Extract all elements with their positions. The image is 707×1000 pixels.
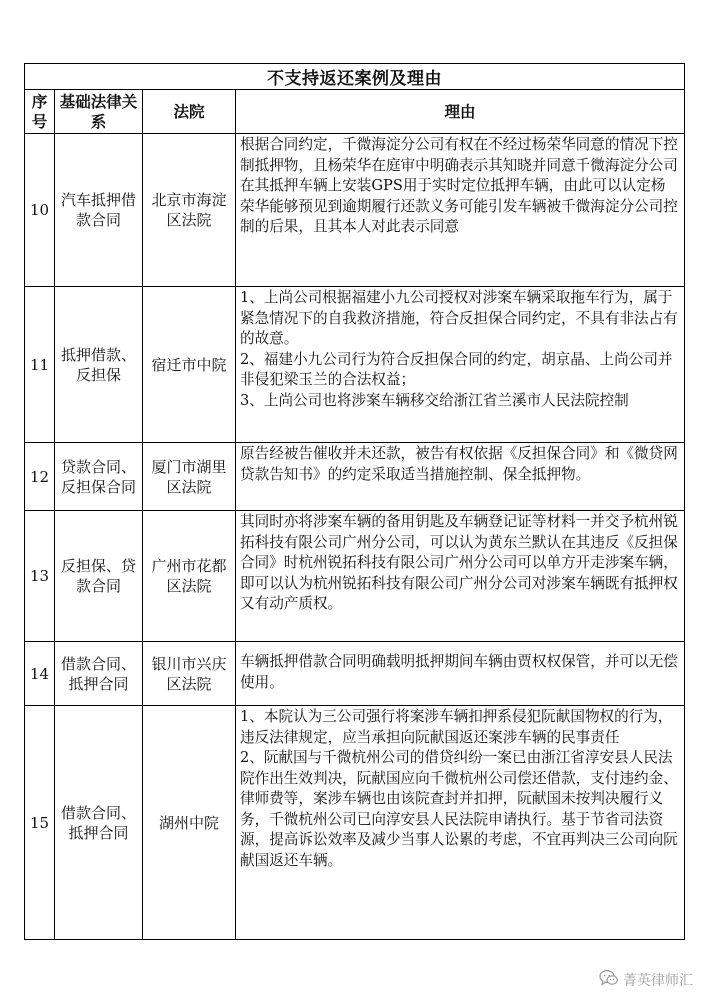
row-relation: 借款合同、抵押合同 bbox=[55, 706, 143, 940]
row-number: 13 bbox=[25, 511, 55, 642]
header-relation: 基础法律关系 bbox=[55, 90, 143, 134]
header-court: 法院 bbox=[143, 90, 236, 134]
table-row bbox=[25, 706, 685, 940]
row-reason bbox=[236, 443, 685, 511]
row-number: 12 bbox=[25, 443, 55, 511]
row-relation: 借款合同、抵押合同 bbox=[55, 642, 143, 706]
reason-paragraph: 车辆抵押借款合同明确载明抵押期间车辆由贾权权保管，并可以无偿使用。 bbox=[240, 653, 678, 691]
row-reason bbox=[236, 511, 685, 642]
table-title: 不支持返还案例及理由 bbox=[25, 64, 685, 90]
watermark-text: 菁英律师汇 bbox=[623, 973, 693, 989]
row-relation: 贷款合同、反担保合同 bbox=[55, 443, 143, 511]
row-court: 湖州中院 bbox=[143, 706, 236, 940]
table-title-row bbox=[25, 64, 685, 90]
row-number: 15 bbox=[25, 706, 55, 940]
row-number: 11 bbox=[25, 287, 55, 443]
reason-paragraph: 原告经被告催收并未还款，被告有权依据《反担保合同》和《微贷网贷款告知书》的约定采取适当措施控制、保全抵押物。 bbox=[240, 445, 678, 483]
row-number: 10 bbox=[25, 134, 55, 287]
reason-paragraph: 其同时亦将涉案车辆的备用钥匙及车辆登记证等材料一并交予杭州锐拓科技有限公司广州分公司，可以认为黄东兰默认在其违反《反担保合同》时杭州锐拓科技有限公司广州分公司可以单方开走涉案车辆，即可以认为杭州锐拓科技有限公司广州分公司对涉案车辆既有抵押权又有动产质权。 bbox=[240, 513, 678, 612]
reason-paragraph: 2、阮献国与千微杭州公司的借贷纠纷一案已由浙江省淳安县人民法院作出生效判决，阮献国应向千微杭州公司偿还借款，支付违约金、律师费等，案涉车辆也由该院查封并扣押，阮献国未按判决履行义务，千微杭州公司已向淳安县人民法院申请执行。基于节省司法资源，提高诉讼效率及减少当事人讼累的考虑，不宜再判决三公司向阮献国返还车辆。 bbox=[240, 749, 678, 869]
header-number: 序号 bbox=[25, 90, 55, 134]
row-court: 广州市花都区法院 bbox=[143, 511, 236, 642]
row-court: 银川市兴庆区法院 bbox=[143, 642, 236, 706]
table-row bbox=[25, 287, 685, 443]
wechat-icon bbox=[599, 969, 623, 991]
table-row bbox=[25, 134, 685, 287]
watermark bbox=[599, 968, 693, 992]
reason-paragraph: 1、上尚公司根据福建小九公司授权对涉案车辆采取拖车行为，属于紧急情况下的自我救济措施，符合反担保合同约定，不具有非法占有的故意。 bbox=[240, 289, 678, 347]
cases-table bbox=[24, 63, 685, 940]
row-number: 14 bbox=[25, 642, 55, 706]
row-reason bbox=[236, 134, 685, 287]
row-relation: 抵押借款、反担保 bbox=[55, 287, 143, 443]
row-reason bbox=[236, 706, 685, 940]
table-row bbox=[25, 511, 685, 642]
reason-paragraph: 2、福建小九公司行为符合反担保合同的约定，胡京晶、上尚公司并非侵犯梁玉兰的合法权益； bbox=[240, 350, 673, 388]
reason-paragraph: 根据合同约定，千微海淀分公司有权在不经过杨荣华同意的情况下控制抵押物，且杨荣华在庭审中明确表示其知晓并同意千微海淀分公司在其抵押车辆上安装GPS用于实时定位抵押车辆，由此可以认定杨荣华能够预见到逾期履行还款义务可能引发车辆被千微海淀分公司控制的后果，且其本人对此表示同意 bbox=[240, 136, 678, 235]
table-row bbox=[25, 443, 685, 511]
row-relation: 反担保、贷款合同 bbox=[55, 511, 143, 642]
table-row bbox=[25, 642, 685, 706]
row-court: 北京市海淀区法院 bbox=[143, 134, 236, 287]
table-header-row bbox=[25, 90, 685, 134]
row-court: 厦门市湖里区法院 bbox=[143, 443, 236, 511]
reason-paragraph: 1、本院认为三公司强行将案涉车辆扣押系侵犯阮献国物权的行为，违反法律规定，应当承担向阮献国返还案涉车辆的民事责任 bbox=[240, 708, 673, 746]
row-reason bbox=[236, 642, 685, 706]
row-court: 宿迁市中院 bbox=[143, 287, 236, 443]
header-reason: 理由 bbox=[236, 90, 685, 134]
reason-paragraph: 3、上尚公司也将涉案车辆移交给浙江省兰溪市人民法院控制 bbox=[240, 391, 629, 409]
row-relation: 汽车抵押借款合同 bbox=[55, 134, 143, 287]
row-reason bbox=[236, 287, 685, 443]
